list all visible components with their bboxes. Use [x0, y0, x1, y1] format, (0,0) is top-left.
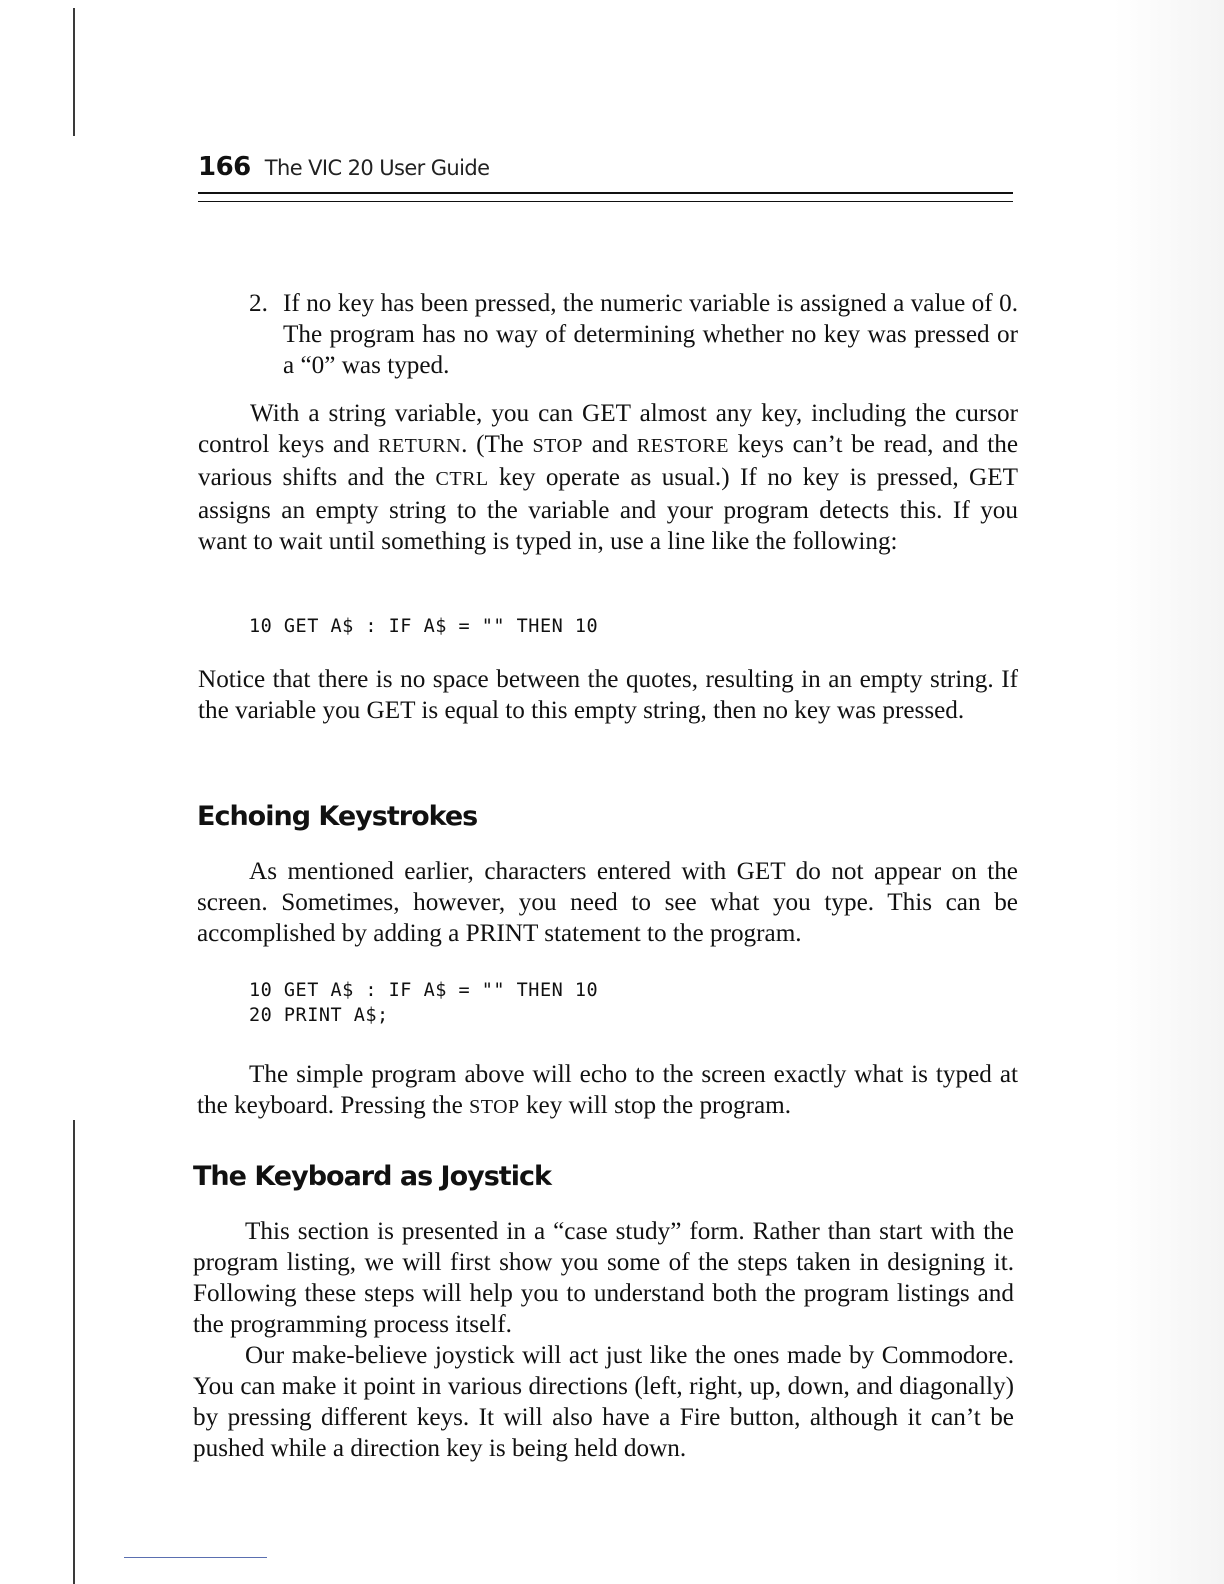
section-heading-joystick: The Keyboard as Joystick — [193, 1161, 551, 1192]
echo-after-text-1: The simple program above will echo to the screen exactly what is typed at the keyboard. Pressing the — [197, 1061, 1018, 1119]
scan-shadow — [1114, 0, 1224, 1584]
list-item-text: If no key has been pressed, the numeric variable is assigned a value of 0. The program has no way of determining whether no key was pressed or a “0” was typed. — [283, 290, 1018, 379]
list-item-number: 2. — [249, 290, 268, 317]
paragraph-joystick-2: Our make-believe joystick will act just like the ones made by Commodore. You can make it point in various directions (left, right, up, down, and diagonally) by pressing different keys. It will also have a Fire button, although it can’t be pushed while a direction key is being held down. — [193, 1342, 1014, 1462]
key-stop: STOP — [532, 435, 584, 457]
para-get-text-4: keys can’t be read, and the various shifts and the — [198, 431, 1018, 491]
code-listing-1: 10 GET A$ : IF A$ = "" THEN 10 — [249, 616, 599, 637]
running-title: The VIC 20 User Guide — [264, 156, 490, 180]
paragraph-echo: As mentioned earlier, characters entered with GET do not appear on the screen. Sometimes, however, you need to see what you type. This can be accomplished by adding a PRINT statement to the program. — [197, 858, 1018, 947]
paragraph-echo-after — [197, 1059, 1018, 1123]
code-listing-2 — [249, 978, 598, 1028]
echo-after-text-2: key will stop the program. — [519, 1092, 792, 1119]
section-heading-echoing: Echoing Keystrokes — [197, 801, 478, 832]
code-line: 20 PRINT A$; — [249, 1005, 389, 1026]
key-restore: RESTORE — [636, 435, 729, 457]
key-return: RETURN — [378, 435, 462, 457]
key-ctrl: CTRL — [435, 468, 489, 490]
scan-edge-line-lower — [73, 1120, 75, 1584]
page-number: 166 — [198, 152, 251, 182]
para-get-text-5: key operate as usual.) If no key is pressed, GET assigns an empty string to the variable and your program detects this. If you want to wait until something is typed in, use a line like the following: — [198, 464, 1018, 555]
paragraph-joystick-1: This section is presented in a “case study” form. Rather than start with the program listing, we will first show you some of the steps taken in designing it. Following these steps will help you to understand both the program listings and the programming process itself. — [193, 1218, 1014, 1338]
header-rule-thick — [198, 192, 1013, 194]
paragraph-get — [198, 398, 1018, 557]
para-get-text-1: With a string variable, you can GET almost any key, including the cursor control keys and — [198, 400, 1018, 458]
code-line: 10 GET A$ : IF A$ = "" THEN 10 — [249, 980, 599, 1001]
footer-mark — [124, 1557, 267, 1558]
para-get-text-3: and — [583, 431, 637, 458]
page-header — [198, 152, 1013, 182]
scan-edge-line — [73, 8, 75, 136]
para-get-text-2: . (The — [461, 431, 533, 458]
header-rule-thin — [198, 201, 1013, 202]
key-stop-2: STOP — [469, 1096, 520, 1118]
paragraph-notice: Notice that there is no space between the quotes, resulting in an empty string. If the variable you GET is equal to this empty string, then no key was pressed. — [198, 666, 1018, 724]
